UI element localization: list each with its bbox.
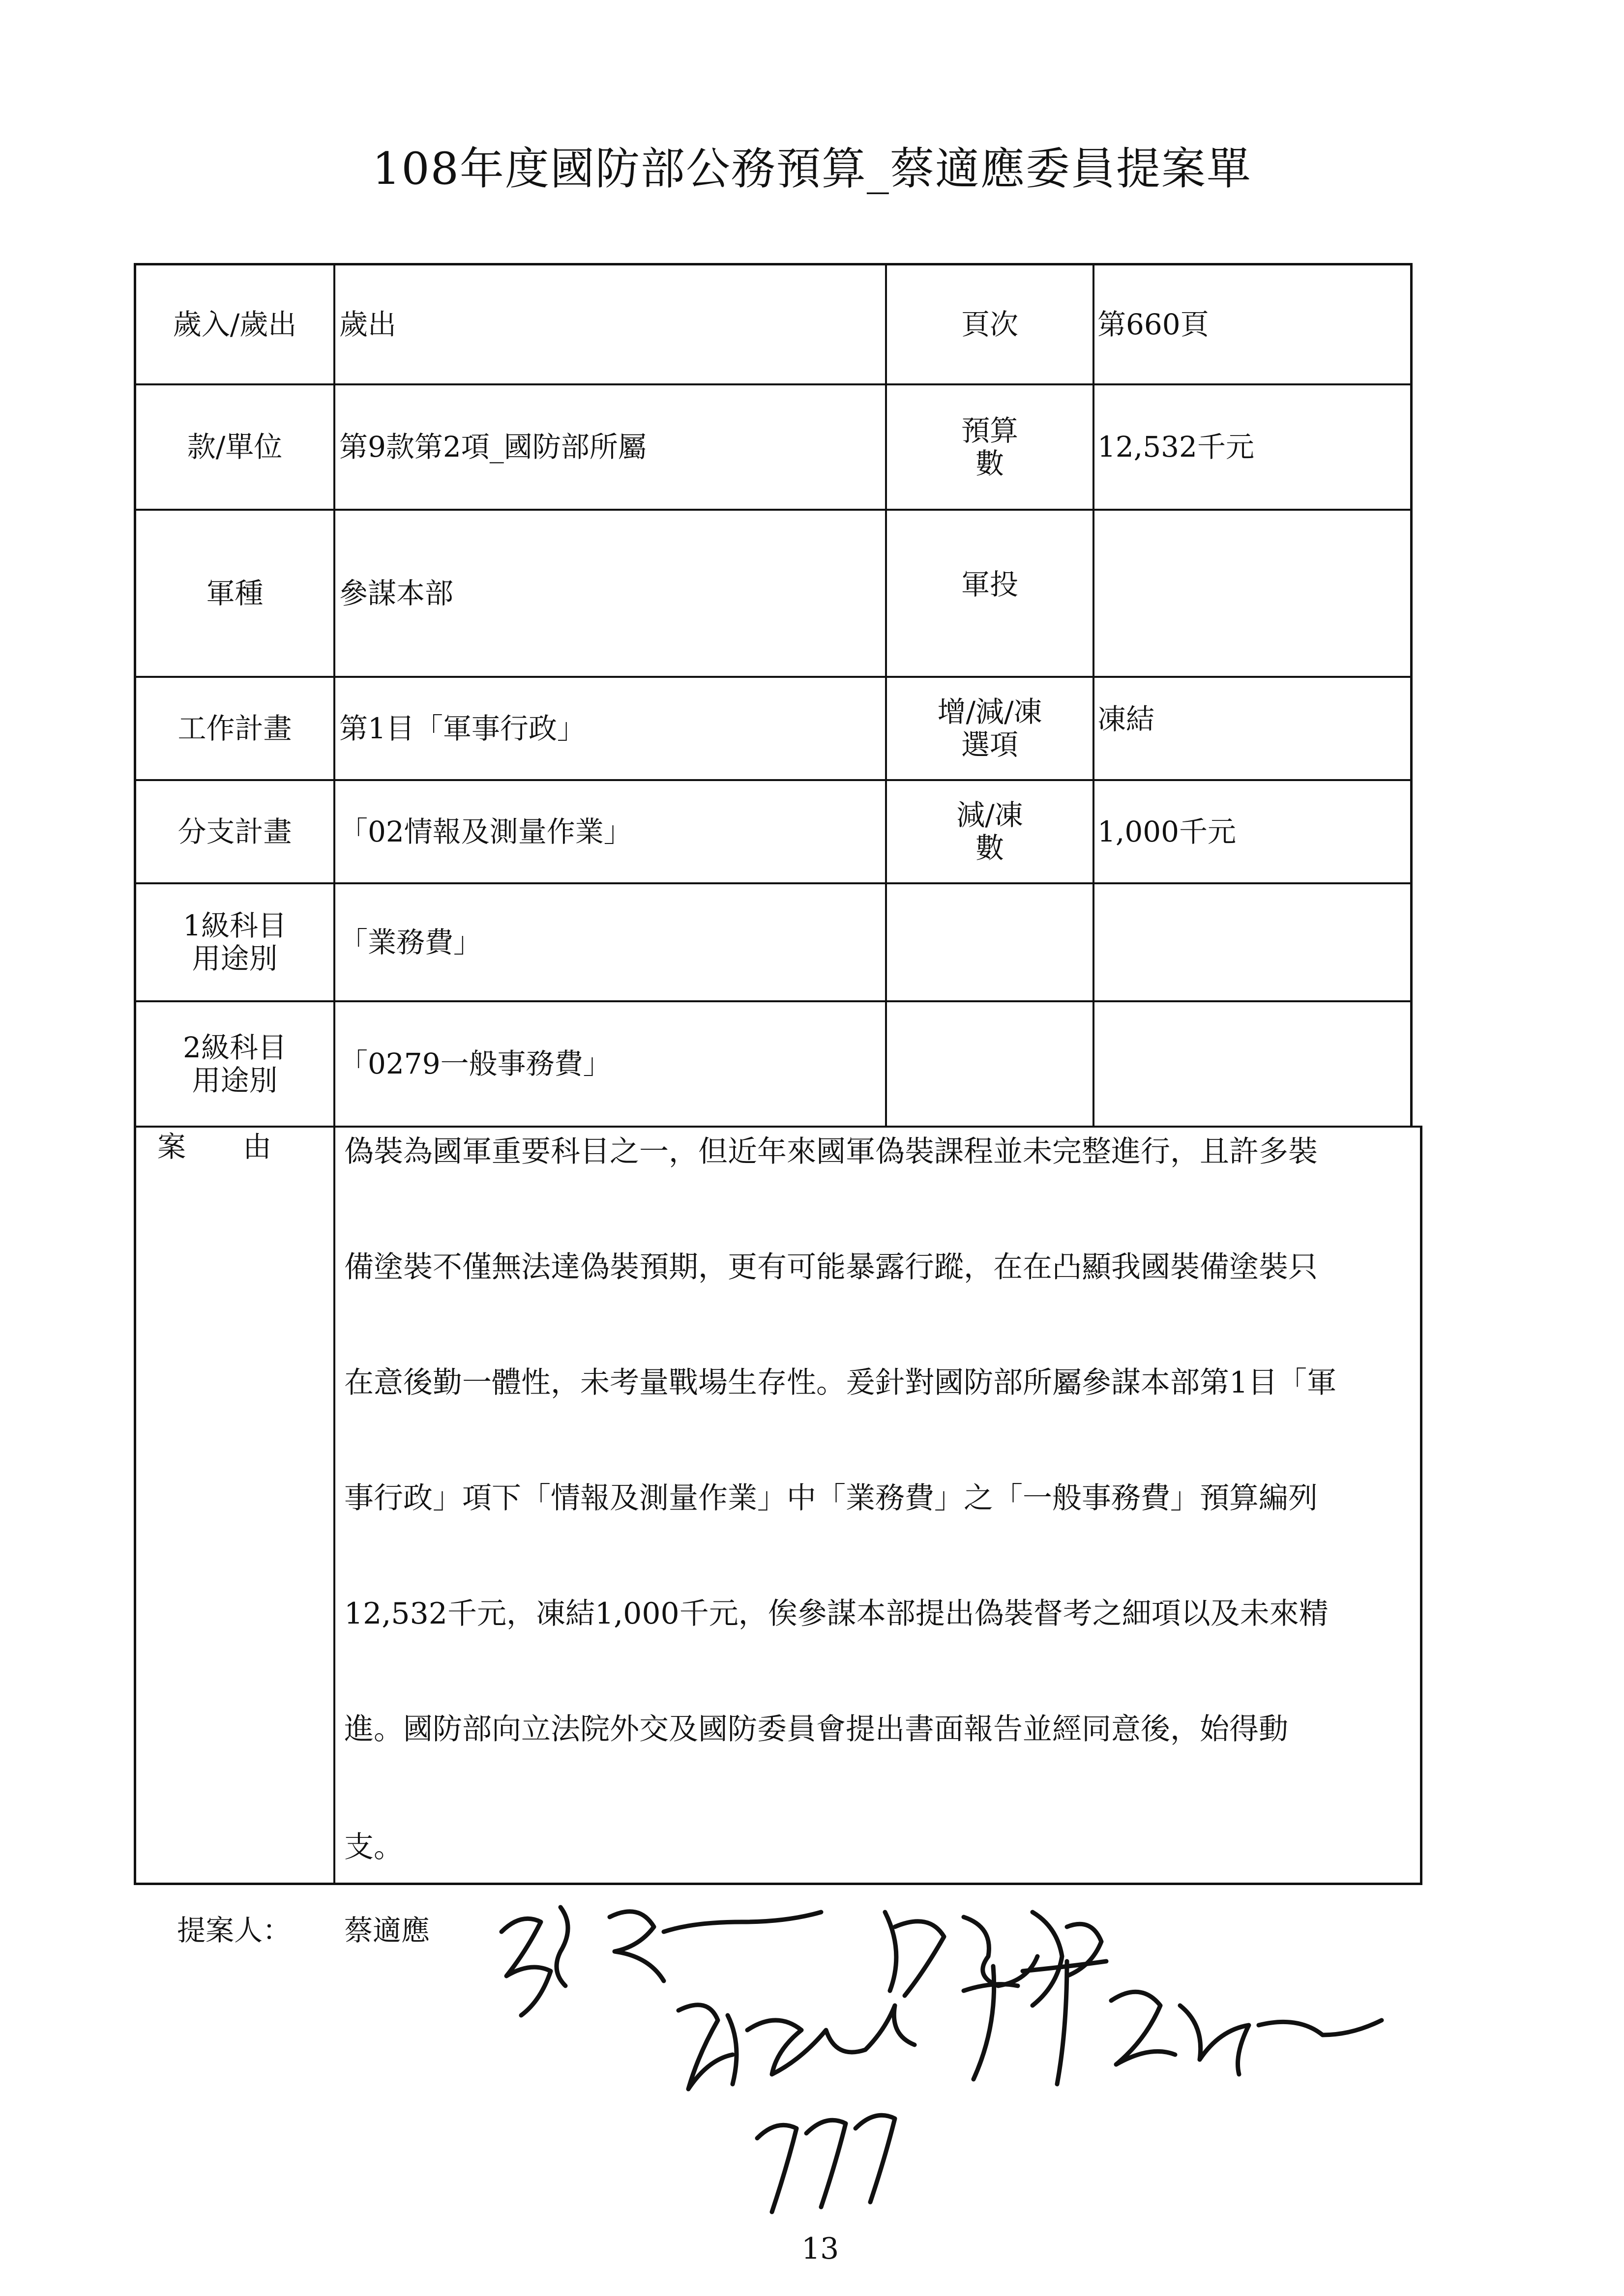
value-branch-plan: 「02情報及測量作業」: [339, 814, 632, 848]
label-section-unit: 款/單位: [187, 430, 283, 464]
value-service-branch: 參謀本部: [339, 576, 454, 610]
value-income-expense: 歲出: [339, 307, 397, 341]
value-level2-subject: 「0279一般事務費」: [339, 1047, 612, 1081]
signature-stroke: [895, 1921, 944, 1996]
label-income-expense: 歲入/歲出: [173, 307, 297, 341]
proposer-label: 提案人：: [177, 1914, 292, 1947]
signature-stroke: [964, 1984, 1018, 1991]
signature-stroke: [856, 2115, 895, 2202]
signature-stroke: [610, 1912, 664, 1981]
label-level2-subject-line2: 用途別: [192, 1063, 278, 1097]
signature-stroke: [1067, 1924, 1101, 1976]
label-adjust-option-line2: 選項: [961, 728, 1018, 761]
label-level2-subject-line1: 2級科目: [183, 1030, 287, 1064]
reason-line: 支。: [344, 1830, 403, 1864]
signature-stroke: [679, 2005, 733, 2089]
label-page: 頁次: [961, 307, 1018, 341]
proposer-name: 蔡適應: [344, 1914, 430, 1947]
value-section-unit: 第9款第2項_國防部所屬: [339, 430, 647, 464]
signature-stroke: [964, 1917, 1037, 1986]
label-level1-subject-line2: 用途別: [192, 942, 278, 975]
value-level1-subject: 「業務費」: [339, 925, 482, 959]
signature-stroke: [1259, 2020, 1382, 2035]
label-level1-subject-line1: 1級科目: [183, 909, 287, 943]
label-military-investment: 軍投: [961, 567, 1018, 601]
signature-stroke: [757, 2125, 797, 2212]
reason-line: 在意後勤一體性，未考量戰場生存性。爰針對國防部所屬參謀本部第1目「軍: [344, 1366, 1337, 1400]
document-title: 108年度國防部公務預算_蔡適應委員提案單: [372, 143, 1252, 195]
value-reduce-freeze-amount: 1,000千元: [1097, 814, 1237, 848]
label-reason: 案 由: [157, 1130, 272, 1163]
value-adjust-option: 凍結: [1097, 702, 1155, 736]
reason-line: 備塗裝不僅無法達偽裝預期，更有可能暴露行蹤，在在凸顯我國裝備塗裝只: [344, 1250, 1318, 1284]
value-work-plan: 第1目「軍事行政」: [339, 711, 586, 745]
reason-line: 事行政」項下「情報及測量作業」中「業務費」之「一般事務費」預算編列: [344, 1481, 1318, 1515]
signature-stroke: [747, 2005, 915, 2074]
value-budget-amount: 12,532千元: [1097, 430, 1254, 464]
signature-stroke: [806, 2120, 846, 2207]
label-branch-plan: 分支計畫: [177, 814, 292, 848]
signature-stroke: [1057, 1961, 1067, 2084]
label-service-branch: 軍種: [206, 576, 264, 610]
signature-stroke: [502, 1918, 551, 2015]
label-work-plan: 工作計畫: [177, 711, 292, 745]
label-reduce-freeze-amount-line2: 數: [975, 831, 1004, 865]
label-budget-amount-line2: 數: [975, 446, 1004, 480]
label-reduce-freeze-amount-line1: 減/凍: [956, 798, 1023, 832]
signature-stroke: [557, 1907, 568, 1986]
label-adjust-option-line1: 增/減/凍: [937, 695, 1042, 729]
signature-stroke: [664, 1912, 821, 1932]
signature-stroke: [728, 2015, 737, 2084]
signature-stroke: [885, 1912, 896, 1991]
value-page: 第660頁: [1097, 307, 1209, 341]
label-budget-amount-line1: 預算: [961, 413, 1018, 447]
reason-line: 12,532千元，凍結1,000千元，俟參謀本部提出偽裝督考之細項以及未來精: [344, 1597, 1329, 1631]
reason-line: 進。國防部向立法院外交及國防委員會提出書面報告並經同意後，始得動: [344, 1712, 1288, 1746]
page-number: 13: [801, 2232, 839, 2266]
reason-line: 偽裝為國軍重要科目之一，但近年來國軍偽裝課程並未完整進行，且許多裝: [344, 1134, 1318, 1169]
signature-stroke: [1180, 2005, 1249, 2074]
signature-stroke: [1111, 1992, 1175, 2064]
